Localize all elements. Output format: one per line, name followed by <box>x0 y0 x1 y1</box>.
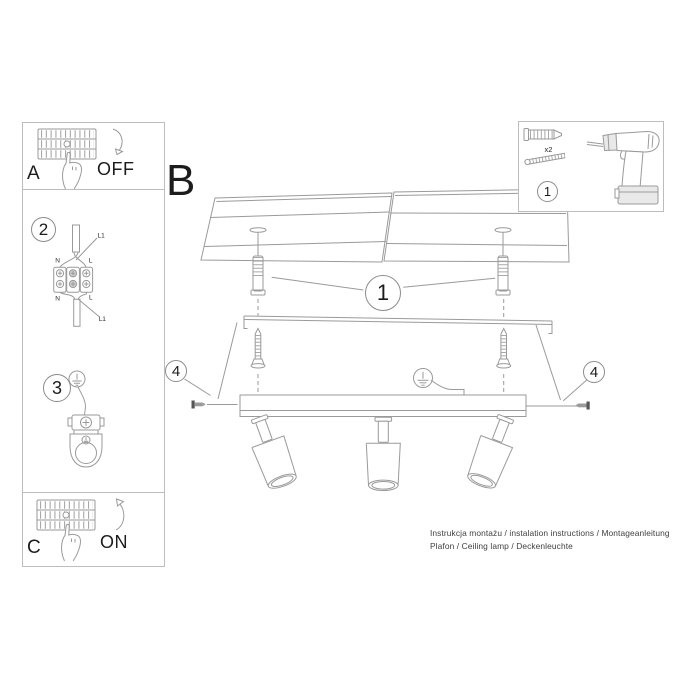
switch-on-text: ON <box>100 532 128 552</box>
callout-1-number: 1 <box>376 279 390 305</box>
wire-label-n-top: N <box>55 257 60 265</box>
arrow-down-icon <box>113 129 123 155</box>
footer-text <box>430 527 675 552</box>
side-screw-left-group <box>185 323 238 409</box>
alignment-axes <box>258 299 504 392</box>
wall-plug-icon <box>524 129 562 141</box>
step-2-badge <box>31 217 56 242</box>
panel-a-switch-off <box>22 122 165 190</box>
hand-icon <box>63 152 82 189</box>
callout-4-right-badge <box>583 361 605 383</box>
arrow-up-icon <box>116 499 124 530</box>
side-screw-right-group <box>526 325 590 410</box>
ground-symbol-main <box>414 369 465 396</box>
switch-off-text: OFF <box>97 159 135 179</box>
anchor-screw-left <box>250 228 266 295</box>
step-3-badge <box>43 374 71 402</box>
tools-step-number: 1 <box>543 184 552 199</box>
lamp-base-bar <box>240 395 526 417</box>
wire-label-l1-bottom: L1 <box>98 316 106 323</box>
mounting-bracket <box>244 316 552 334</box>
wire-label-l-bottom: L <box>89 294 93 302</box>
spotlight-right <box>464 411 522 492</box>
wire-label-n-bottom: N <box>55 295 60 303</box>
tools-step-badge <box>537 181 558 202</box>
step-3-number: 3 <box>51 377 62 398</box>
callout-4-left-number: 4 <box>171 362 181 380</box>
terminal-block-diagram <box>54 225 100 326</box>
step-2-number: 2 <box>38 219 49 239</box>
screw-icon <box>525 153 565 164</box>
panel-a-label: A <box>27 163 40 184</box>
section-label: B <box>166 156 196 205</box>
callout-4-right-number: 4 <box>589 363 599 381</box>
anchor-qty-label: x2 <box>544 145 553 154</box>
spotlight-left <box>243 411 300 491</box>
bracket-screw-right <box>497 329 511 368</box>
panel-c-switch-on <box>22 493 165 567</box>
footer-line-2: Plafon / Ceiling lamp / Deckenleuchte <box>430 540 573 551</box>
wire-label-l-top: L <box>88 257 93 265</box>
callout-4-left-badge <box>165 360 187 382</box>
ground-step-diagram <box>68 371 104 467</box>
drill-icon <box>587 132 659 205</box>
bracket-screw-left <box>251 329 265 368</box>
ceiling-panels <box>201 189 569 262</box>
wire-label-l1-top: L1 <box>97 232 105 240</box>
spotlight-middle <box>366 417 400 490</box>
callout-1-badge <box>365 275 401 311</box>
footer-line-1: Instrukcja montażu / instalation instructions / Montageanleitung <box>430 528 670 538</box>
panel-c-label: C <box>27 537 41 558</box>
